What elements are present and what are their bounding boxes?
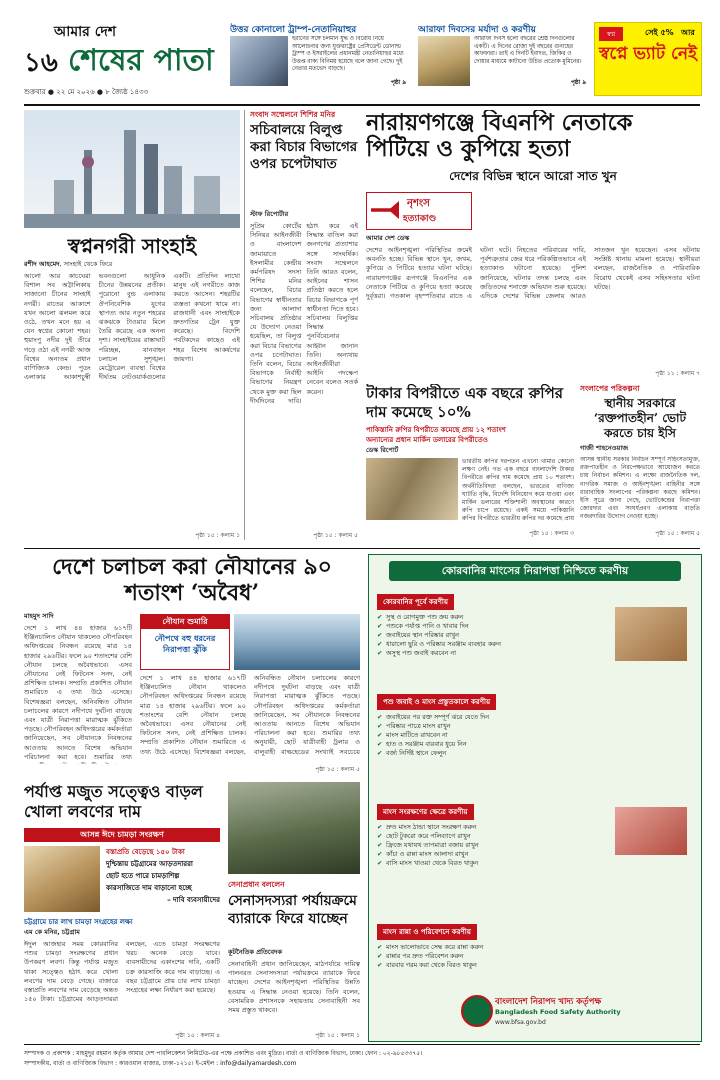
bfsa-web[interactable]: www.bfsa.gov.bd [495,1019,546,1026]
bfsa-item-text: ফ্রিজে যথাযথ তাপমাত্রা বজায় রাখুন [386,841,479,849]
salt-bullet-3: ছোট হতে পারে চামড়াশিল্প [106,872,180,880]
murder-byline: আমার দেশ ডেস্ক [366,234,410,242]
bfsa-item [377,613,609,622]
bfsa-item-text: বারবার গরম করা থেকে বিরত থাকুন [386,961,477,969]
salt-bullets [106,846,220,906]
page-title: শেষের পাতা [68,43,214,78]
salt-story[interactable] [24,782,220,1040]
boats-headline: দেশে চলাচল করা নৌযানের ৯০ শতাংশ ‘অবৈধ’ [52,554,332,606]
shanghai-byline: রশীদ আহমেদ [24,260,60,268]
masthead-rule [24,104,700,106]
judiciary-headline: সচিবালয়ে বিলুপ্ত করা বিচার বিভাগের ওপর চপেটাঘাত [250,122,358,172]
bfsa-section-heading: মাংস সংরক্ষণের ক্ষেত্রে করণীয় [377,804,474,820]
salt-bullet-last: চট্টগ্রামে চার লাখ চামড়া সংগ্রহের লক্ষ্য [24,918,133,926]
salt-bullet-4: কারসাজিতে দাম বাড়ানো হচ্ছে [106,884,192,892]
bfsa-title: কোরবানির মাংসের নিরাপত্তা নিশ্চিতে করণীয় [389,561,681,581]
bfsa-item [377,713,609,722]
bfsa-authority: বাংলাদেশ নিরাপদ খাদ্য কর্তৃপক্ষ [495,997,602,1007]
bfsa-section-heading: মাংস রান্না ও পরিবেশনে করণীয় [377,924,477,940]
boats-byline: মাহমুদ সাদি [24,612,54,620]
check-icon: ✔ [377,749,383,757]
bfsa-section-heading: পশু জবাই ও মাংস প্রস্তুতকালে করণীয় [377,694,496,710]
masthead [24,20,224,102]
teaser-ref: পৃষ্ঠা ৯ [570,80,586,86]
judiciary-story[interactable] [250,110,358,540]
taka-body: ভারতীয় রুপির দরপতন এখনো থামার কোনো লক্ষণ নেই। গত এক বছরে বাংলাদেশি টাকার বিপরীতে রুপির দাম কমেছে প্রায় ১০ শতাংশ। অর্থনীতিবিদরা বলছেন, ভারতের বাণিজ্য ঘাটতি বৃদ্ধি, বিদেশি বিনিয়োগ কমে যাওয়া এবং মার্কিন ডলারের শক্তিশালী অবস্থানের কারণে রুপি চাপে রয়েছে। একই সময়ে পাকিস্তানি রুপির বিপরীতে ভারতীয় রুপির দর কমেছে প্রায় [462,458,574,523]
teaser-trump[interactable] [230,22,408,88]
bfsa-item-text: জবাইয়ের পর রক্ত সম্পূর্ণ ঝরে যেতে দিন [386,713,490,721]
check-icon: ✔ [377,961,383,969]
check-icon: ✔ [377,722,383,730]
judiciary-byline: স্টাফ রিপোর্টার [250,210,289,218]
bfsa-item [377,640,609,649]
taka-story[interactable] [366,384,574,540]
salt-continue[interactable]: পৃষ্ঠা ১৫ : কলাম ৪ [175,1032,220,1039]
bfsa-item [377,961,609,970]
judiciary-continue[interactable]: পৃষ্ঠা ১৫ : কলাম ৫ [313,532,358,539]
bfsa-item [377,859,609,868]
salt-quote-by: – দাবি ব্যবসায়ীদের [167,896,220,904]
boats-box-title: নৌযান শুমারি [141,615,229,629]
footer-line-2: সম্পাদকীয়, বার্তা ও বাণিজ্যিক বিভাগ : কারওয়ান বাজার, ঢাকা-১২১৫। ই-মেইল : info@dailyamardesh.com [24,1060,297,1067]
election-body: আসন্ন স্থানীয় সরকার নির্বাচন সম্পূর্ণ সহিংসতামুক্ত, রক্তপাতহীন ও নিরপেক্ষভাবে আয়োজন করতে চায় নির্বাচন কমিশন। এ লক্ষ্যে রাজনৈতিক দল, নাগরিক সমাজ ও আইনশৃঙ্খলা বাহিনীর সঙ্গে ধারাবাহিক সংলাপের পরিকল্পনা করছে কমিশন। ইসি সূত্রে জানা গেছে, ভোটকেন্দ্রের নিরাপত্তা জোরদার এবং সংঘর্ষপ্রবণ এলাকায় বাড়তি নজরদারির উদ্যোগ নেওয়া হচ্ছে। [580,456,700,521]
murder-body: দেশের আইনশৃঙ্খলা পরিস্থিতির ক্রমেই অবনতি হচ্ছে। বিভিন্ন স্থানে খুন, জখম, কুপিয়ে ও পিটিয়ে হত্যার ঘটনা ঘটছে। নারায়ণগঞ্জের রূপগঞ্জে বিএনপির এক নেতাকে পিটিয়ে ও কুপিয়ে হত্যা করেছে দুর্বৃত্তরা। গতকাল বৃহস্পতিবার রাতে এ ঘটনা ঘটে। নিহতের পরিবারের দাবি, পূর্বশত্রুতার জের ধরে পরিকল্পিতভাবে এই হত্যাকাণ্ড ঘটানো হয়েছে। পুলিশ জানিয়েছে, ঘটনার তদন্ত চলছে এবং জড়িতদের শনাক্তে অভিযান শুরু হয়েছে। এদিকে দেশের বিভিন্ন জেলায় আরও সাতজন খুন হয়েছেন। এসব ঘটনায় সংশ্লিষ্ট থানায় মামলা হয়েছে। স্থানীয়রা বলছেন, রাজনৈতিক ও পারিবারিক বিরোধ থেকেই এসব সহিংসতার ঘটনা ঘটছে। [366,246,700,301]
footer-rule [24,1044,700,1045]
bfsa-item-text: জবাইয়ের স্থান পরিষ্কার রাখুন [386,631,459,639]
shanghai-continue[interactable]: পৃষ্ঠা ১৫ : কলাম ১ [195,532,240,539]
bfsa-section [377,799,609,868]
bfsa-item-text: পরিষ্কার পাত্রে মাংস রাখুন [386,722,451,730]
salt-bullet-2: দুশ্চিন্তায় চট্টগ্রামের আড়তদাররা [106,860,193,868]
teaser-photo [418,36,470,86]
bfsa-item [377,943,609,952]
knife-icon [371,201,399,219]
bfsa-item-text: বর্জ্য নির্দিষ্ট স্থানে ফেলুন [386,749,447,757]
brand-top: আমার দেশ [54,24,117,40]
murder-headline: নারায়ণগঞ্জে বিএনপি নেতাকে পিটিয়ে ও কুপিয়ে হত্যা [366,110,633,162]
mid-rule [24,548,700,549]
salt-headline: পর্যাপ্ত মজুত সত্ত্বেও বাড়ল খোলা লবণের দাম [24,782,203,821]
bfsa-section [377,919,609,970]
bfsa-item-text: সুস্থ ও রোগমুক্ত পশু ক্রয় করুন [386,613,464,621]
bfsa-item [377,740,609,749]
check-icon: ✔ [377,952,383,960]
taka-bullet-1: পাকিস্তানি রুপির বিপরীতে কমেছে প্রায় ১২ শতাংশ [366,426,506,434]
murder-subhead: দেশের বিভিন্ন স্থানে আরো সাত খুন [449,169,617,183]
bfsa-item [377,631,609,640]
army-photo [228,782,360,874]
boats-box-body: নৌপথে বহু ধরনের নিরাপত্তা ঝুঁকি [154,634,216,654]
judiciary-body: সুপ্রিম কোর্টের সিনিয়র আইনজীবী ও বাংলাদেশ জামায়াতে ইসলামীর কেন্দ্রীয় কর্মপরিষদ সদস্য শিশির মনির বলেছেন, বিচার বিভাগের স্বাধীনতার জন্য আলাদা সচিবালয় প্রতিষ্ঠার যে উদ্যোগ নেওয়া হয়েছিল, তা বিলুপ্ত করা বিচার বিভাগের ওপর চপেটাঘাত। তিনি বলেন, বিচার বিভাগকে নির্বাহী বিভাগের নিয়ন্ত্রণ থেকে মুক্ত করা ছিল দীর্ঘদিনের দাবি। হঠাৎ করে এই সিদ্ধান্ত বাতিল করা জনগণের প্রত্যাশার সঙ্গে সাংঘর্ষিক। সংবাদ সম্মেলনে তিনি আরও বলেন, আইনের শাসন প্রতিষ্ঠা করতে হলে বিচার বিভাগকে পূর্ণ স্বাধীনতা দিতে হবে। সচিবালয় বিলুপ্তির সিদ্ধান্ত পুনর্বিবেচনার আহ্বান জানান তিনি। অন্যথায় আইনজীবীরা আইনি পদক্ষেপ নেবেন বলেও সতর্ক করেন। [250,222,358,405]
boats-photo [234,614,360,670]
teaser-photo [230,36,288,86]
boats-box [140,614,230,670]
bfsa-item [377,952,609,961]
check-icon: ✔ [377,832,383,840]
currency-photo [366,458,458,520]
check-icon: ✔ [377,859,383,867]
murder-badge [366,192,472,230]
meat-photo [615,807,687,855]
bfsa-ad[interactable] [368,554,702,1042]
bfsa-section [377,589,609,658]
boats-story[interactable] [24,554,360,776]
bfsa-item-text: রান্নার পর দ্রুত পরিবেশন করুন [386,952,464,960]
election-headline: স্থানীয় সরকারে ‘রক্তপাতহীন’ ভোট করতে চায় ইসি [593,396,687,440]
bfsa-item-text: ছোট টুকরো করে পলিব্যাগে রাখুন [386,832,471,840]
bfsa-item-text: পশুকে পর্যাপ্ত পানি ও খাবার দিন [386,622,469,630]
murder-continue[interactable]: পৃষ্ঠা ১১ : কলাম ৭ [655,370,700,377]
bfsa-item [377,749,609,758]
bfsa-item [377,841,609,850]
badge-bottom: হত্যাকাণ্ড [403,214,437,224]
check-icon: ✔ [377,631,383,639]
bfsa-item [377,731,609,740]
teaser-title: আরাফা দিবসের মর্যাদা ও করণীয় [418,25,536,35]
footer-line-1: সম্পাদক ও প্রকাশক : মাহমুদুর রহমান কর্তৃক আমার দেশ পাবলিকেশন লিমিটেড-এর পক্ষে প্রকাশিত এবং মুদ্রিত। বার্তা ও বাণিজ্যিক বিভাগ, ঢাকা। ফোন : ০২-৯৮৫৩৩৭৫। [24,1050,423,1057]
bfsa-section [377,689,609,758]
shanghai-headline: স্বপ্ননগরী সাংহাই [67,234,197,258]
bfsa-item [377,850,609,859]
bfsa-item-text: মাংস মাটিতে রাখবেন না [386,731,448,739]
taka-bullet-2: অন্যান্যের প্রধান মার্কিন ডলারের বিপরীতেও [366,436,488,444]
ad-banner[interactable] [594,22,702,96]
salt-photo [24,846,100,912]
column-rule [244,110,245,540]
check-icon: ✔ [377,613,383,621]
check-icon: ✔ [377,713,383,721]
salt-body: ঈদুল আজহার সময় কোরবানির পশুর চামড়া সংরক্ষণের প্রধান উপকরণ লবণ। কিন্তু পর্যাপ্ত মজুত থাকা সত্ত্বেও হঠাৎ করে খোলা লবণের দাম বেড়ে গেছে। বাজারে বস্তাপ্রতি লবণের দাম বেড়েছে অন্তত ১৫০ টাকা। চট্টগ্রামের আড়তদাররা বলছেন, এতে চামড়া সংরক্ষণের খরচ অনেক বেড়ে যাবে। ব্যবসায়ীদের একাংশের দাবি, একটি চক্র কারসাজি করে দাম বাড়াচ্ছে। এ বছর চট্টগ্রামে প্রায় চার লাখ চামড়া সংগ্রহের লক্ষ্য নির্ধারণ করা হয়েছে। [24,940,220,1004]
salt-byline: এম কে মনির, চট্টগ্রাম [24,928,80,936]
cow-photo [615,607,687,661]
army-body: সেনাবাহিনী প্রধান জানিয়েছেন, মাঠপর্যায়ে দায়িত্ব পালনরত সেনাসদস্যরা পর্যায়ক্রমে ব্যারাকে ফিরে যাচ্ছেন। দেশের আইনশৃঙ্খলা পরিস্থিতির উন্নতি হওয়ায় এ সিদ্ধান্ত নেওয়া হয়েছে। তিনি বলেন, বেসামরিক প্রশাসনকে সহায়তায় সেনাবাহিনী সব সময় প্রস্তুত থাকবে। [228,960,360,1015]
teaser-body: ইরানের সঙ্গে চলমান যুদ্ধ ও বিরোধ নিয়ে আলোচনার জন্য যুক্তরাষ্ট্রের প্রেসিডেন্ট ডোনাল্ড ট্রাম্প ও ইসরাইলের প্রধানমন্ত্রী নেতানিয়াহুর মধ্যে উত্তপ্ত বাক্য বিনিময় হয়েছে বলে জানা গেছে। দুই নেতার মতভেদ বাড়ছে। [292,36,404,73]
taka-headline: টাকার বিপরীতে এক বছরে রুপির দাম কমেছে ১০% [366,384,564,421]
check-icon: ✔ [377,943,383,951]
teaser-arafa[interactable] [418,22,588,88]
bfsa-item [377,622,609,631]
bfsa-item-text: দ্রুত মাংস ঠান্ডা স্থানে সংরক্ষণ করুন [386,823,477,831]
shanghai-dateline: রশীদ আহমেদ, সাংহাই থেকে ফিরে [24,260,113,268]
badge-top: নৃশংস [407,198,430,209]
boats-body-2: দেশে ১ লাখ ৪৪ হাজার ৬১৭টি ইঞ্জিনচালিত নৌযান থাকলেও নৌপরিবহন অধিদপ্তরের নিবন্ধন রয়েছে মাত্র ১৪ হাজার ২৯৬টির। ফলে ৯০ শতাংশের বেশি নৌযান চলছে অবৈধভাবে। এসব নৌযানের নেই ফিটনেস সনদ, নেই প্রশিক্ষিত চালক। সম্প্রতি প্রকাশিত নৌযান শুমারিতে এ তথ্য উঠে এসেছে। বিশেষজ্ঞরা বলছেন, অনিবন্ধিত নৌযান চলাচলের কারণে নদীপথে দুর্ঘটনা বাড়ছে এবং যাত্রী নিরাপত্তা মারাত্মক ঝুঁকিতে পড়ছে। নৌপরিবহন অধিদপ্তরের কর্মকর্তারা জানিয়েছেন, সব নৌযানকে নিবন্ধনের আওতায় আনতে বিশেষ অভিযান পরিচালনা করা হবে। শুমারির তথ্য অনুযায়ী, ছোট যাত্রীবাহী ট্রলার ও বালুবাহী বাল্কহেডের সংখ্যাই সবচেয়ে [140,674,360,756]
date-line: শুক্রবার ● ২২ মে ২০২৬ ● ৮ জ্যৈষ্ঠ ১৪৩৩ [24,88,149,96]
teaser-body: আরাফা দিবস হলো বছরের শ্রেষ্ঠ দিনগুলোর একটি। এ দিনের রোজা দুই বছরের গুনাহের কাফফারা। তাই এ দিনটি ইবাদত, জিকির ও দোয়ার মাধ্যমে কাটানো উচিত প্রত্যেক মুমিনের। [474,36,582,65]
check-icon: ✔ [377,823,383,831]
salt-bullet-1: বস্তাপ্রতি বেড়েছে ১৫০ টাকা [106,848,185,856]
check-icon: ✔ [377,649,383,657]
boats-body: দেশে ১ লাখ ৪৪ হাজার ৬১৭টি ইঞ্জিনচালিত নৌযান থাকলেও নৌপরিবহন অধিদপ্তরের নিবন্ধন রয়েছে মাত্র ১৪ হাজার ২৯৬টির। ফলে ৯০ শতাংশের বেশি নৌযান চলছে অবৈধভাবে। এসব নৌযানের নেই ফিটনেস সনদ, নেই প্রশিক্ষিত চালক। সম্প্রতি প্রকাশিত নৌযান শুমারিতে এ তথ্য উঠে এসেছে। বিশেষজ্ঞরা বলছেন, অনিবন্ধিত নৌযান চলাচলের কারণে নদীপথে দুর্ঘটনা বাড়ছে এবং যাত্রী নিরাপত্তা মারাত্মক ঝুঁকিতে পড়ছে। নৌপরিবহন অধিদপ্তরের কর্মকর্তারা জানিয়েছেন, সব নৌযানকে নিবন্ধনের আওতায় আনতে বিশেষ অভিযান পরিচালনা করা হবে। শুমারির তথ্য [24,624,132,761]
army-continue[interactable]: পৃষ্ঠা ১৫ : কলাম ১ [315,1032,360,1039]
army-byline: কূটনৈতিক প্রতিবেদক [228,948,283,956]
bfsa-item [377,832,609,841]
bfsa-item [377,649,609,658]
bfsa-item-text: বাসি মাংস খাওয়া থেকে বিরত থাকুন [386,859,479,867]
check-icon: ✔ [377,841,383,849]
bfsa-logo-icon [461,995,493,1027]
shanghai-body: আলো আর কাচঘেরা বিশাল সব অট্টালিকায় সাজানো চীনের সাংহাই নগরী। রাতের আকাশে যখন আলো ঝলমল করে ওঠে, তখন মনে হয় এ যেন স্বপ্নের কোনো শহর। হুয়াংপু নদীর দুই তীরে গড়ে ওঠা এই নগরী আজ বিশ্বের অন্যতম প্রধান বাণিজ্যিক কেন্দ্র। পুডং এলাকার আকাশচুম্বী ভবনগুলো আধুনিক চীনের উন্নয়নের প্রতীক। পুরোনো বুন্ড এলাকায় ঔপনিবেশিক যুগের স্থাপত্য আর নতুন শহরের ঝকঝকে টাওয়ার মিলে তৈরি করেছে এক অনন্য দৃশ্য। সাংহাইয়ের রাস্তাঘাট পরিচ্ছন্ন, যানবাহন চলাচল সুশৃঙ্খল। মেট্রোরেল ব্যবস্থা বিশ্বের দীর্ঘতম নেটওয়ার্কগুলোর একটি। প্রতিদিন লাখো মানুষ এই নগরীতে কাজ করতে আসেন। শহরটির ব্যস্ততা কখনো থামে না। রাজধানী এবং সাংহাইকে দ্রুতগতির ট্রেন যুক্ত করেছে। বিদেশি পর্যটকদের কাছেও এই শহর বিশেষ আকর্ষণের জায়গা। [24,272,240,382]
teaser-ref: পৃষ্ঠা ৯ [390,80,406,86]
judiciary-kicker: সংবাদ সম্মেলনে শিশির মনির [250,110,336,119]
bfsa-item-text: অসুস্থ পশু জবাই করবেন না [386,649,456,657]
ad-top-right: আর [681,28,695,37]
ad-logo: স্বপ্ন [599,27,623,41]
bfsa-item [377,722,609,731]
bfsa-section-heading: কোরবানির পূর্বে করণীয় [377,594,454,610]
bfsa-item-text: হাত ও সরঞ্জাম বারবার ধুয়ে নিন [386,740,467,748]
taka-byline: ডেস্ক রিপোর্ট [366,446,399,454]
check-icon: ✔ [377,850,383,858]
teaser-title: উত্তর কোনালো ট্রাম্প-নেতানিয়াহুর [230,25,357,35]
ad-top-left: সেই ৫% [645,28,674,37]
ad-headline: স্বপ্নে ভ্যাট নেই [599,44,697,64]
check-icon: ✔ [377,640,383,648]
check-icon: ✔ [377,731,383,739]
election-continue[interactable]: পৃষ্ঠা ১৫ : কলাম ৫ [655,530,700,537]
election-kicker: সংলাপের পরিকল্পনা [580,384,640,393]
check-icon: ✔ [377,740,383,748]
shanghai-story[interactable] [24,110,240,540]
army-story[interactable] [228,782,360,1040]
taka-continue[interactable]: পৃষ্ঠা ১৫ : কলাম ৩ [529,530,574,537]
boats-continue[interactable]: পৃষ্ঠা ১৫ : কলাম ৫ [315,766,360,773]
page-number: ১৬ [24,48,58,78]
election-story[interactable] [580,384,700,540]
bfsa-item-text: ধারালো ছুরি ও পরিষ্কার সরঞ্জাম ব্যবহার করুন [386,640,501,648]
salt-banner: আসন্ন ঈদে চামড়া সংরক্ষণ [24,828,220,842]
election-byline: গাজী শাহনেওয়াজ [580,444,629,452]
bfsa-item-text: মাংস ভালোভাবে সেদ্ধ করে রান্না করুন [386,943,484,951]
bfsa-item-text: কাঁচা ও রান্না মাংস আলাদা রাখুন [386,850,469,858]
shanghai-photo [24,110,240,228]
check-icon: ✔ [377,622,383,630]
bfsa-authority-en: Bangladesh Food Safety Authority [495,1008,621,1016]
army-headline: সেনাসদস্যরা পর্যায়ক্রমে ব্যারাকে ফিরে যাচ্ছেন [228,893,357,927]
bfsa-item [377,823,609,832]
shanghai-intro: সাংহাই থেকে ফিরে [63,260,113,268]
army-kicker: সেনাপ্রধান বললেন [228,880,285,889]
murder-story[interactable] [366,110,700,380]
